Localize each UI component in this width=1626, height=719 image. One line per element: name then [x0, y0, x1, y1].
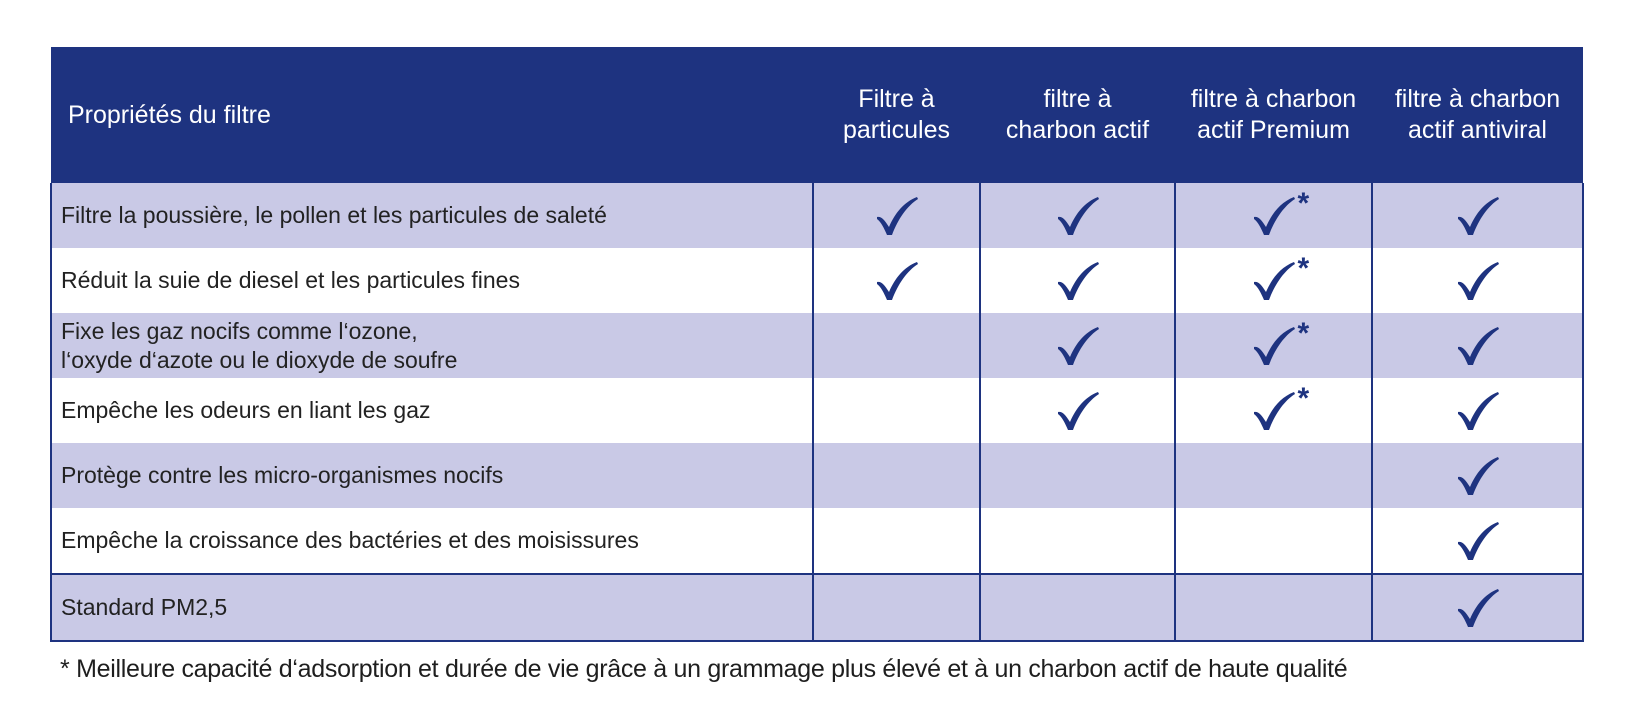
asterisk-marker: * — [1297, 381, 1310, 415]
checkmark-icon — [1455, 260, 1501, 302]
mark-cell — [980, 378, 1175, 443]
header-row — [51, 47, 1583, 183]
filter-comparison-table-wrap — [50, 47, 1582, 642]
table-row — [51, 443, 1583, 508]
checkmark-icon — [1055, 325, 1101, 367]
row-label-line: Fixe les gaz nocifs comme l‘ozone, — [61, 317, 418, 344]
row-label-line: Réduit la suie de diesel et les particules fines — [61, 267, 520, 293]
row-label — [51, 248, 813, 313]
header-antiviral-carbon-filter — [1372, 47, 1583, 183]
checkmark-icon — [874, 195, 920, 237]
checkmark-icon — [1055, 260, 1101, 302]
header-activated-carbon-filter — [980, 47, 1175, 183]
mark-cell — [1175, 508, 1372, 574]
mark-cell — [980, 248, 1175, 313]
asterisk-marker: * — [1297, 251, 1310, 285]
row-label-line: Protège contre les micro-organismes nocifs — [61, 462, 504, 488]
row-label-line: Filtre la poussière, le pollen et les particules de saleté — [61, 202, 607, 228]
row-label — [51, 574, 813, 641]
mark-cell — [1372, 313, 1583, 378]
row-label-line: Empêche les odeurs en liant les gaz — [61, 397, 431, 423]
mark-cell — [1175, 248, 1372, 313]
row-label — [51, 313, 813, 378]
checkmark-icon — [1251, 251, 1310, 302]
row-label-line: Standard PM2,5 — [61, 594, 228, 620]
checkmark-icon — [1455, 195, 1501, 237]
row-label-line: l‘oxyde d‘azote ou le dioxyde de soufre — [61, 346, 458, 373]
mark-cell — [813, 443, 980, 508]
mark-cell — [1372, 443, 1583, 508]
checkmark-icon — [1055, 195, 1101, 237]
header-line: actif antiviral — [1408, 116, 1547, 144]
mark-cell — [1175, 183, 1372, 248]
checkmark-icon — [1055, 390, 1101, 432]
table-row — [51, 378, 1583, 443]
mark-cell — [1372, 508, 1583, 574]
mark-cell — [1175, 443, 1372, 508]
table-row — [51, 183, 1583, 248]
table-row — [51, 508, 1583, 574]
asterisk-marker: * — [1297, 186, 1310, 220]
mark-cell — [1175, 313, 1372, 378]
checkmark-icon — [1455, 520, 1501, 562]
table-row — [51, 313, 1583, 378]
header-properties: Propriétés du filtre — [51, 47, 813, 183]
mark-cell — [1372, 248, 1583, 313]
checkmark-icon — [1455, 325, 1501, 367]
footnote: * Meilleure capacité d‘adsorption et durée de vie grâce à un grammage plus élevé et à un charbon actif de haute qualité — [60, 655, 1348, 683]
checkmark-icon — [1455, 390, 1501, 432]
row-label — [51, 183, 813, 248]
table-header — [51, 47, 1583, 183]
header-line: filtre à charbon — [1394, 85, 1561, 113]
mark-cell — [813, 248, 980, 313]
row-label — [51, 443, 813, 508]
mark-cell — [813, 574, 980, 641]
mark-cell — [980, 508, 1175, 574]
header-line: filtre à — [1043, 85, 1112, 113]
filter-comparison-table — [50, 47, 1584, 642]
mark-cell — [813, 508, 980, 574]
row-label — [51, 378, 813, 443]
mark-cell — [1372, 378, 1583, 443]
mark-cell — [1175, 378, 1372, 443]
checkmark-icon — [1455, 587, 1501, 629]
table-body — [51, 183, 1583, 641]
header-line: actif Premium — [1197, 116, 1350, 144]
header-line: Filtre à — [858, 85, 935, 113]
header-line: charbon actif — [1005, 116, 1150, 144]
mark-cell — [1372, 183, 1583, 248]
mark-cell — [813, 183, 980, 248]
header-line: particules — [843, 116, 950, 144]
header-premium-carbon-filter — [1175, 47, 1372, 183]
mark-cell — [1175, 574, 1372, 641]
checkmark-icon — [1251, 186, 1310, 237]
mark-cell — [813, 313, 980, 378]
table-row — [51, 574, 1583, 641]
row-label — [51, 508, 813, 574]
header-line: filtre à charbon — [1190, 85, 1357, 113]
row-label-line: Empêche la croissance des bactéries et des moisissures — [61, 527, 639, 553]
checkmark-icon — [1455, 455, 1501, 497]
asterisk-marker: * — [1297, 316, 1310, 350]
mark-cell — [1372, 574, 1583, 641]
mark-cell — [980, 313, 1175, 378]
checkmark-icon — [1251, 316, 1310, 367]
checkmark-icon — [1251, 381, 1310, 432]
checkmark-icon — [874, 260, 920, 302]
mark-cell — [813, 378, 980, 443]
mark-cell — [980, 574, 1175, 641]
header-particle-filter — [813, 47, 980, 183]
mark-cell — [980, 183, 1175, 248]
mark-cell — [980, 443, 1175, 508]
table-row — [51, 248, 1583, 313]
